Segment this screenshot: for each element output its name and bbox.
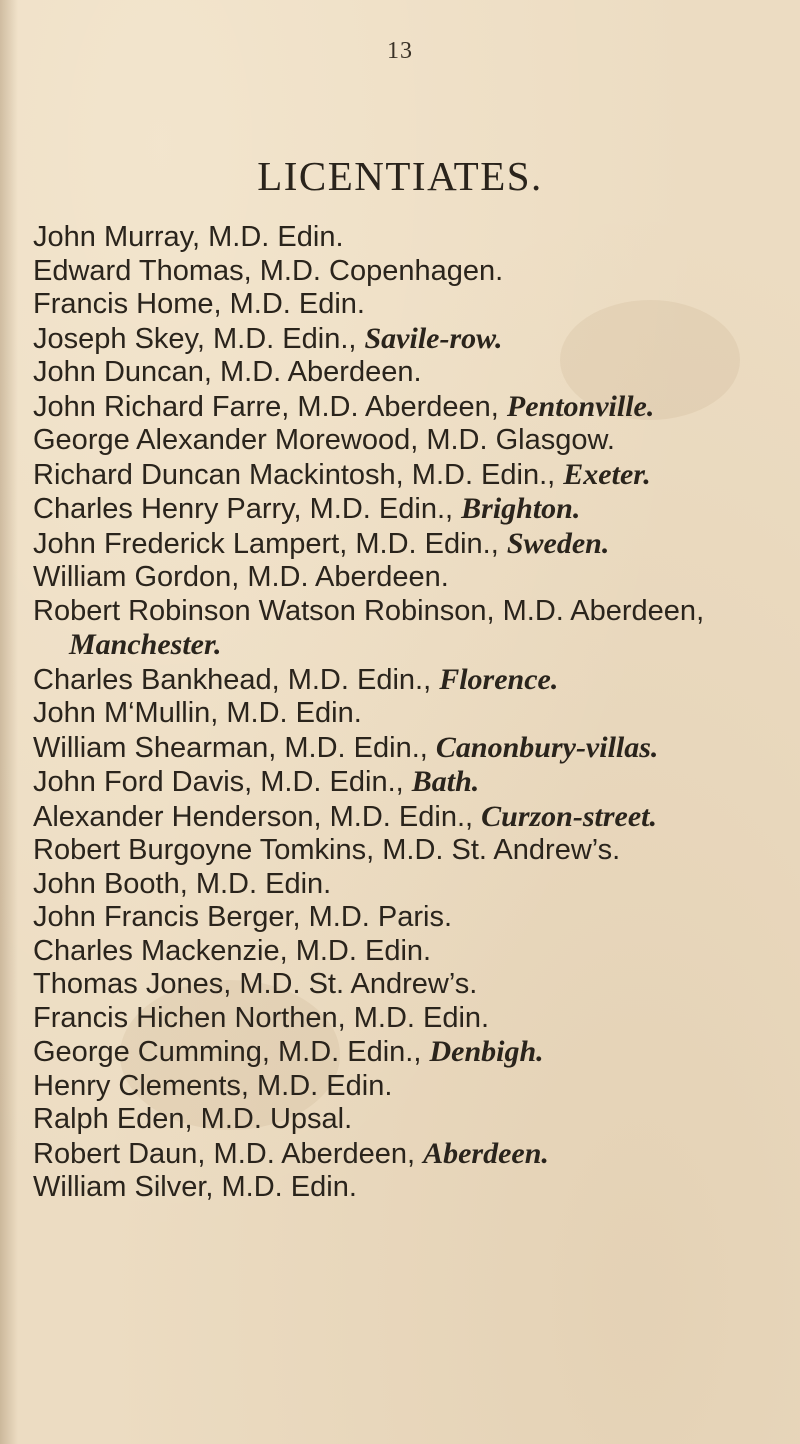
licentiate-name: Alexander Henderson, M.D. Edin.,: [33, 800, 482, 833]
licentiate-entry: [33, 356, 793, 390]
licentiate-name: Joseph Skey, M.D. Edin.,: [33, 322, 365, 355]
licentiate-entry: [33, 1171, 793, 1205]
licentiate-residence: Pentonville.: [506, 389, 655, 423]
licentiate-entry: [33, 935, 793, 969]
licentiate-name: Robert Robinson Watson Robinson, M.D. Aberdeen,: [33, 594, 705, 627]
licentiate-entry: [33, 458, 793, 493]
licentiate-entry: [33, 424, 793, 458]
licentiate-name: George Alexander Morewood, M.D. Glasgow.: [33, 424, 615, 456]
licentiate-entry: [33, 221, 793, 255]
licentiate-residence: Florence.: [439, 662, 559, 696]
licentiate-name: William Shearman, M.D. Edin.,: [33, 731, 436, 764]
licentiate-entry: [33, 1070, 793, 1104]
licentiate-residence: Sweden.: [506, 526, 610, 560]
licentiate-entry: [33, 390, 793, 425]
licentiate-name: Edward Thomas, M.D. Copenhagen.: [33, 254, 504, 287]
licentiate-residence: Savile-row.: [364, 321, 503, 355]
licentiate-name: Richard Duncan Mackintosh, M.D. Edin.,: [33, 458, 564, 491]
section-heading: LICENTIATES.: [257, 153, 543, 199]
licentiate-residence: Exeter.: [563, 457, 651, 491]
licentiate-name: John Murray, M.D. Edin.: [33, 221, 344, 253]
licentiate-entry: [33, 765, 793, 800]
licentiate-entry: [33, 968, 793, 1002]
licentiates-list: [33, 221, 793, 1205]
page-gutter-shadow: [0, 0, 18, 1444]
licentiate-name: Francis Hichen Northen, M.D. Edin.: [33, 1001, 490, 1034]
licentiate-name: John Ford Davis, M.D. Edin.,: [33, 766, 412, 798]
licentiate-entry: [33, 1035, 793, 1070]
licentiate-entry: [33, 561, 793, 595]
licentiate-residence: Curzon-street.: [481, 799, 657, 833]
licentiate-entry: [33, 255, 793, 289]
licentiate-entry: [33, 628, 793, 663]
licentiate-name: Charles Henry Parry, M.D. Edin.,: [33, 493, 462, 525]
licentiate-entry: [33, 492, 793, 527]
licentiate-residence: Aberdeen.: [423, 1136, 549, 1170]
licentiate-name: George Cumming, M.D. Edin.,: [33, 1036, 430, 1068]
licentiate-name: Francis Home, M.D. Edin.: [33, 288, 365, 320]
licentiate-entry: [33, 697, 793, 731]
licentiate-name: Henry Clements, M.D. Edin.: [33, 1069, 393, 1102]
licentiate-name: William Silver, M.D. Edin.: [33, 1171, 357, 1203]
licentiate-entry: [33, 1002, 793, 1036]
licentiate-entry: [33, 1103, 793, 1137]
licentiate-entry: [33, 901, 793, 935]
licentiate-name: Robert Daun, M.D. Aberdeen,: [33, 1137, 424, 1170]
licentiate-name: Charles Bankhead, M.D. Edin.,: [33, 663, 440, 696]
licentiate-entry: [33, 595, 793, 629]
licentiate-entry: [33, 1137, 793, 1172]
licentiate-entry: [33, 288, 793, 322]
licentiate-name: Thomas Jones, M.D. St. Andrew’s.: [33, 968, 478, 1000]
licentiate-name: William Gordon, M.D. Aberdeen.: [33, 561, 449, 593]
licentiate-name: John Frederick Lampert, M.D. Edin.,: [33, 527, 507, 560]
licentiate-name: Robert Burgoyne Tomkins, M.D. St. Andrew’s.: [33, 834, 621, 866]
licentiate-entry: [33, 663, 793, 698]
page-number: 13: [387, 38, 413, 64]
licentiate-entry: [33, 731, 793, 766]
licentiate-entry: [33, 527, 793, 562]
licentiate-residence: Denbigh.: [429, 1035, 544, 1068]
licentiate-name: John Francis Berger, M.D. Paris.: [33, 901, 453, 933]
licentiate-name: Charles Mackenzie, M.D. Edin.: [33, 934, 432, 967]
licentiate-name: John Duncan, M.D. Aberdeen.: [33, 356, 422, 388]
licentiate-entry: [33, 800, 793, 835]
licentiate-name: John M‘Mullin, M.D. Edin.: [33, 697, 362, 729]
licentiate-name: John Booth, M.D. Edin.: [33, 867, 332, 900]
licentiate-name: John Richard Farre, M.D. Aberdeen,: [33, 390, 507, 423]
licentiate-residence: Canonbury-villas.: [435, 730, 659, 764]
licentiate-entry: [33, 868, 793, 902]
licentiate-residence: Bath.: [411, 765, 480, 798]
licentiate-residence: Brighton.: [461, 492, 581, 525]
licentiate-entry: [33, 322, 793, 357]
licentiate-entry: [33, 834, 793, 868]
licentiate-residence: Manchester.: [69, 628, 222, 661]
licentiate-name: Ralph Eden, M.D. Upsal.: [33, 1103, 353, 1135]
